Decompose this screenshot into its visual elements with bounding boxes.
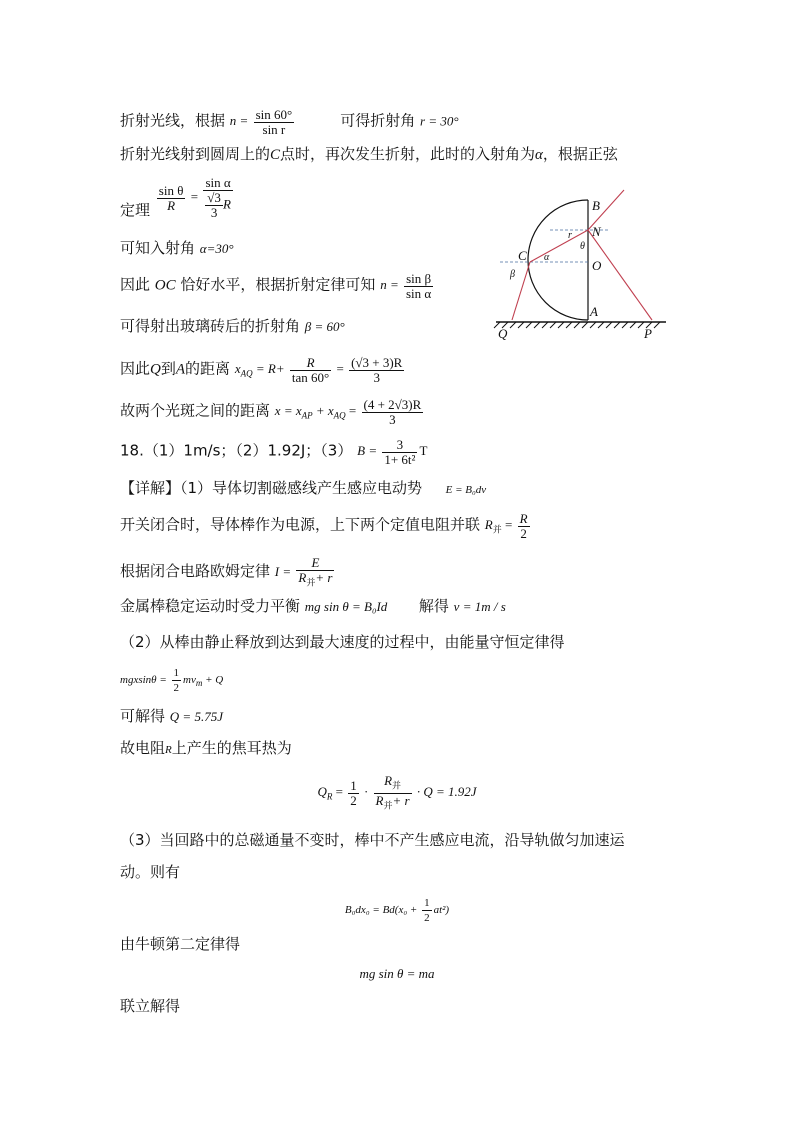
formula-beta: β = 60° [304,319,345,334]
line-11: 开关闭合时，导体棒作为电源，上下两个定值电阻并联 $R_并$ = $\frac{R}{2}$ [120,512,532,541]
formula-v: v = 1m / s [453,599,506,614]
line-19: （3）当回路中的总磁通量不变时，棒中不产生感应电流，沿导轨做匀加速运 [120,831,625,849]
text: 定理 [120,200,151,219]
line-10: 【详解】（1）导体切割磁感线产生感应电动势 E = B₀dv [120,479,487,497]
text: 折射光线，根据 [120,111,226,130]
svg-text:P: P [644,326,652,341]
formula-i: I = $\frac{E}{R_并+ r}$ [274,555,333,588]
svg-text:β: β [510,269,515,280]
var-alpha: α [535,147,543,163]
diagram-labels [498,198,652,341]
svg-text:C: C [518,248,527,263]
text: 可知入射角 [120,239,196,257]
line-9 [120,438,427,467]
answer-summary: 18.（1）1m/s；（2）1.92J；（3） [120,441,353,460]
semicircle-arc [528,200,588,320]
text: 可得射出玻璃砖后的折射角 [120,317,301,335]
formula-rbing: $R_并$ = $\frac{R}{2}$ [484,511,528,541]
text: 因此 [120,275,151,294]
line-12: 根据闭合电路欧姆定律 I = $\frac{E}{R_并+ r}$ [120,556,336,590]
optics-diagram [490,186,670,346]
formula-alpha: α=30° [199,241,234,256]
formula-newton: mg sin θ = ma [359,966,435,981]
line-13: 金属棒稳定运动时受力平衡 mg sin θ = B₀Id 解得 v = 1m / s [120,597,506,615]
svg-text:θ: θ [580,241,585,252]
line-24: 联立解得 [120,997,181,1015]
detail-tag: 【详解】 [120,479,181,497]
svg-text:O: O [592,258,602,273]
svg-text:α: α [544,252,550,263]
formula-q: Q = 5.75J [169,709,223,724]
line-1 [120,108,459,137]
formula-balance: mg sin θ = B₀Id [304,599,388,614]
formula-energy: mgxsinθ = $\frac{1}{2}$ $mv_m + Q$ [120,667,224,694]
var-c: C [270,147,281,163]
formula-sine: $\frac{\text{sin θ}}{R}$ = sin α $\frac{√3}{3}$ R [158,175,231,220]
line-17: 故电阻R上产生的焦耳热为 [120,739,292,757]
svg-text:B: B [592,198,600,213]
text: 可得折射角 [340,111,416,130]
line-2 [120,144,618,165]
text: 恰好水平，根据折射定律可知 [180,275,376,294]
text: ，根据正弦 [542,145,618,163]
ground-hatch [494,322,660,328]
formula-b: B = $\frac{3}{\text{1+ 6t²}}$ T [357,437,428,467]
line-20: 动。则有 [120,863,181,881]
line-15 [120,666,223,695]
line-14: （2）从棒由静止释放到达到最大速度的过程中，由能量守恒定律得 [120,633,565,651]
line-5 [120,272,435,301]
line-6 [120,316,345,337]
formula-r: r = 30° [420,113,459,129]
svg-text:A: A [590,304,598,319]
formula-x: $x = x_{AP} + x_{AQ}$ = $\frac{(4 + 2√3)R}{3}$ [274,397,422,427]
formula-qr: $Q_R$ = $\frac{1}{2}$ · $\frac{R_并}{R_并+ r}$ · Q = 1.92J [317,773,477,811]
line-16: 可解得 Q = 5.75J [120,707,223,725]
formula-xaq: $x_{AQ} = R+$ $\frac{R}{\tan 60^\circ}$ = $\frac{(√3 + 3)R}{3}$ [234,355,403,385]
line-22: 由牛顿第二定律得 [120,935,241,953]
formula-n2: n = $\frac{\text{sin β}}{\text{sin α}}$ [380,271,432,301]
formula-e: E = B₀dv [445,484,487,496]
line-4 [120,238,234,259]
line-3 [120,176,235,220]
line-7: 因此Q到A的距离 $x_{AQ} = R+$ $\frac{R}{\tan 60^\circ}$ = $\frac{(√3 + 3)R}{3}$ [120,356,406,385]
svg-text:N: N [592,224,601,239]
formula-flux: B₀dx₀ = Bd(x₀ + $\frac{1}{2}$ at²) [344,897,450,924]
text: 折射光线射到圆周上的 [120,145,271,163]
svg-text:r: r [568,230,572,241]
var-oc: OC [154,277,176,294]
line-8: 故两个光斑之间的距离 $x = x_{AP} + x_{AQ}$ = $\frac{(4 + 2√3)R}{3}$ [120,398,425,427]
svg-text:Q: Q [498,326,508,341]
light-rays [512,190,652,320]
text: 点时，再次发生折射，此时的入射角为 [280,145,536,163]
formula-n: n = $\frac{\sin 60^\circ}{\text{sin r}}$ [229,107,293,137]
